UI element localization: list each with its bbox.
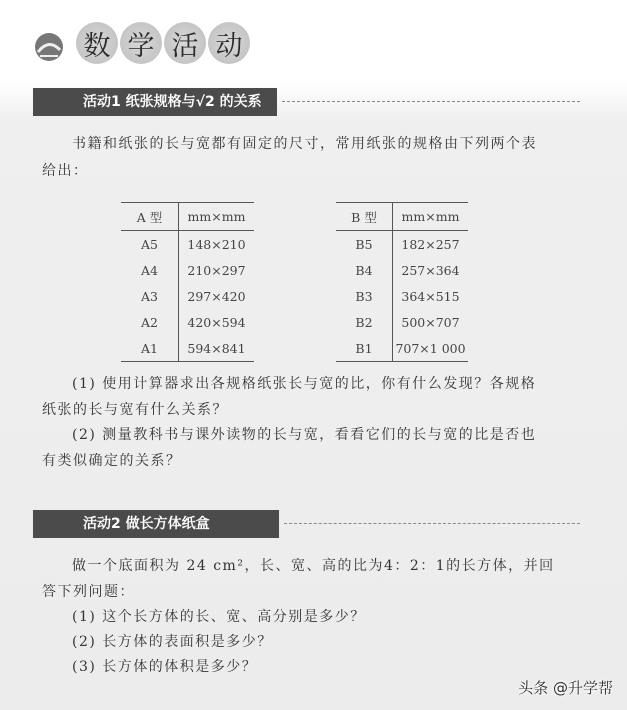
title-char: 活	[164, 22, 206, 64]
activity2-paragraph-line1: 做一个底面积为 24 cm²，长、宽、高的比为4：2：1的长方体，并回	[72, 558, 555, 574]
table-header: B 型	[336, 203, 393, 231]
activity1-paragraph-line2: 给出：	[42, 163, 89, 179]
table-header: A 型	[121, 203, 179, 231]
table-row: A4 210×297	[121, 257, 254, 283]
title-char: 动	[208, 22, 250, 64]
table-header: mm×mm	[393, 203, 469, 231]
question1-line2: 纸张的长与宽有什么关系？	[42, 402, 228, 418]
table-row: A2 420×594	[121, 309, 254, 335]
divider	[282, 101, 580, 102]
table-row: A1 594×841	[121, 335, 254, 362]
table-row: B3 364×515	[336, 283, 468, 309]
table-row: B4 257×364	[336, 257, 468, 283]
activity2-item: (3) 长方体的体积是多少？	[72, 659, 258, 675]
activity2-item: (2) 长方体的表面积是多少？	[72, 634, 273, 650]
table-header: mm×mm	[179, 203, 255, 231]
activity2-heading: 活动2 做长方体纸盒	[33, 510, 279, 538]
activity1-heading: 活动1 纸张规格与√2 的关系	[33, 88, 277, 116]
divider	[284, 523, 580, 524]
question1-line1: (1) 使用计算器求出各规格纸张长与宽的比，你有什么发现？各规格	[72, 376, 537, 392]
title-char: 数	[76, 22, 118, 64]
activity2-paragraph-line2: 答下列问题：	[42, 584, 135, 600]
table-row: A5 148×210	[121, 231, 254, 258]
table-row: B1 707×1 000	[336, 335, 468, 362]
watermark: 头条 @升学帮	[518, 679, 613, 697]
table-a-sizes	[121, 202, 254, 362]
activity2-item: (1) 这个长方体的长、宽、高分别是多少？	[72, 609, 366, 625]
table-row: B2 500×707	[336, 309, 468, 335]
activity1-paragraph-line1: 书籍和纸张的长与宽都有固定的尺寸，常用纸张的规格由下列两个表	[72, 136, 537, 152]
question2-line1: (2) 测量教科书与课外读物的长与宽，看看它们的长与宽的比是否也	[72, 427, 537, 443]
title-char: 学	[120, 22, 162, 64]
question2-line2: 有类似确定的关系？	[42, 453, 182, 469]
table-row: B5 182×257	[336, 231, 468, 258]
table-row: A3 297×420	[121, 283, 254, 309]
page-title	[76, 22, 250, 64]
activity-logo-icon	[34, 30, 64, 64]
table-b-sizes	[336, 202, 468, 362]
